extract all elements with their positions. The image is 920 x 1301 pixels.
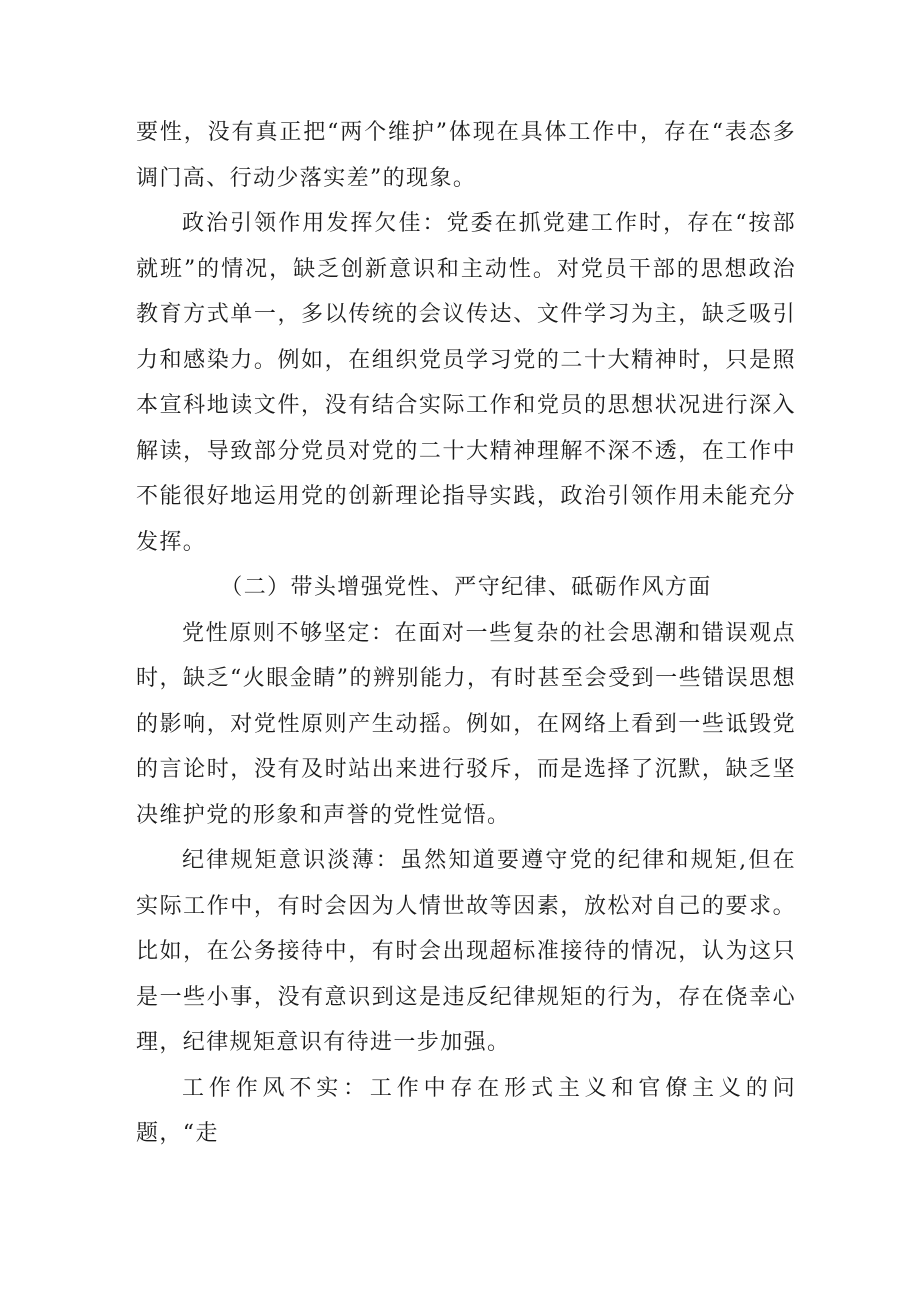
paragraph-continuation: 要性，没有真正把“两个维护”体现在具体工作中，存在“表态多调门高、行动少落实差”的现象。 — [136, 120, 796, 191]
paragraph-discipline-awareness: 纪律规矩意识淡薄：虽然知道要遵守党的纪律和规矩,但在实际工作中，有时会因为人情世故等因素，放松对自己的要求。比如，在公务接待中，有时会出现超标准接待的情况，认为这只是一些小事，没有意识到这是违反纪律规矩的行为，存在侥幸心理，纪律规矩意识有待进一步加强。 — [136, 848, 796, 1055]
paragraph-work-style: 工作作风不实：工作中存在形式主义和官僚主义的问题，“走 — [136, 1075, 796, 1146]
paragraph-political-leadership: 政治引领作用发挥欠佳：党委在抓党建工作时，存在“按部就班”的情况，缺乏创新意识和主动性。对党员干部的思想政治教育方式单一，多以传统的会议传达、文件学习为主，缺乏吸引力和感染力。例如，在组织党员学习党的二十大精神时，只是照本宣科地读文件，没有结合实际工作和党员的思想状况进行深入解读，导致部分党员对党的二十大精神理解不深不透，在工作中不能很好地运用党的创新理论指导实践，政治引领作用未能充分发挥。 — [136, 211, 796, 555]
document-page — [136, 110, 796, 1157]
section-heading: （二）带头增强党性、严守纪律、砥砺作风方面 — [220, 575, 712, 600]
paragraph-party-principle: 党性原则不够坚定：在面对一些复杂的社会思潮和错误观点时，缺乏“火眼金睛”的辨别能力，有时甚至会受到一些错误思想的影响，对党性原则产生动摇。例如，在网络上看到一些诋毁党的言论时，没有及时站出来进行驳斥，而是选择了沉默，缺乏坚决维护党的形象和声誉的党性觉悟。 — [136, 620, 796, 828]
